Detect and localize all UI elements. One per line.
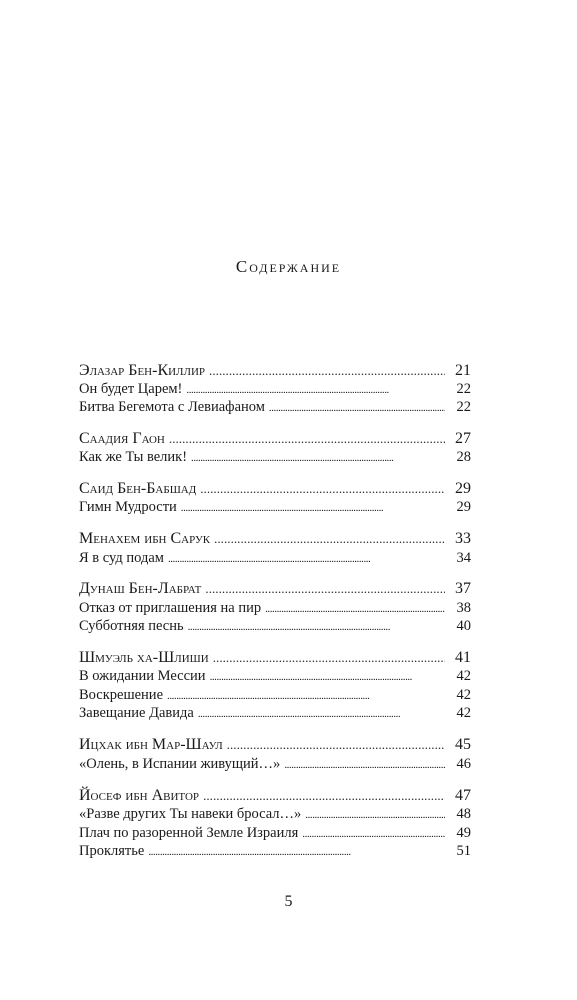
toc-author-entry: [79, 649, 471, 667]
toc-entry-page: 27: [455, 430, 471, 447]
toc-entry-page: 40: [456, 618, 471, 634]
dot-leader: [209, 362, 445, 380]
toc-entry-page: 46: [456, 756, 471, 772]
toc-author-entry: [79, 362, 471, 380]
toc-entry-page: 38: [456, 600, 471, 616]
dot-leader: [284, 756, 445, 774]
toc-entry-title: Саадия Гаон: [79, 430, 165, 447]
toc-entry-title: Как же Ты велик!: [79, 449, 188, 465]
dot-leader: [227, 736, 445, 754]
toc-poem-entry: [79, 617, 471, 635]
toc-entry-page: 41: [455, 649, 471, 666]
toc-entry-page: 48: [456, 806, 471, 822]
toc-entry-title: Элазар Бен-Киллир: [79, 362, 206, 379]
toc-entry-title: «Разве других Ты навеки бросал…»: [79, 806, 302, 822]
toc-poem-entry: [79, 599, 471, 617]
dot-leader: [169, 430, 445, 448]
toc-author-entry: [79, 580, 471, 598]
toc-entry-title: Отказ от приглашения на пир: [79, 600, 262, 616]
toc-poem-entry: [79, 549, 471, 567]
toc-entry-page: 42: [456, 668, 471, 684]
toc-entry-page: 45: [455, 736, 471, 753]
dot-leader: [302, 825, 445, 843]
dot-leader: [210, 668, 445, 686]
toc-entry-title: Гимн Мудрости: [79, 499, 177, 515]
toc-entry-title: Субботняя песнь: [79, 618, 184, 634]
dot-leader: [269, 399, 445, 417]
toc-author-entry: [79, 430, 471, 448]
toc-entry-title: Йосеф ибн Авитор: [79, 787, 200, 804]
dot-leader: [214, 530, 445, 548]
toc-author-entry: [79, 530, 471, 548]
dot-leader: [148, 843, 445, 861]
dot-leader: [265, 600, 445, 618]
dot-leader: [213, 649, 445, 667]
toc-entry-page: 51: [456, 843, 471, 859]
toc-author-entry: [79, 480, 471, 498]
toc-author-entry: [79, 787, 471, 805]
dot-leader: [188, 618, 445, 636]
toc-poem-entry: [79, 498, 471, 516]
toc-entry-title: Плач по разоренной Земле Израиля: [79, 825, 299, 841]
toc-entry-title: Ицхак ибн Мар-Шаул: [79, 736, 223, 753]
toc-poem-entry: [79, 755, 471, 773]
toc-entry-title: Проклятье: [79, 843, 145, 859]
dot-leader: [203, 787, 445, 805]
toc-poem-entry: [79, 704, 471, 722]
toc-entry-page: 28: [456, 449, 471, 465]
toc-entry-page: 21: [455, 362, 471, 379]
toc-author-entry: [79, 736, 471, 754]
dot-leader: [167, 687, 445, 705]
toc-entry-page: 37: [455, 580, 471, 597]
toc-poem-entry: [79, 824, 471, 842]
toc-entry-title: В ожидании Мессии: [79, 668, 206, 684]
toc-poem-entry: [79, 380, 471, 398]
dot-leader: [205, 580, 445, 598]
toc-poem-entry: [79, 842, 471, 860]
page-number: 5: [284, 893, 293, 910]
toc-entry-title: Шмуэль ха-Шлиши: [79, 649, 209, 666]
toc-entry-page: 34: [456, 550, 471, 566]
dot-leader: [200, 480, 445, 498]
toc-entry-title: Саид Бен-Бабшад: [79, 480, 197, 497]
toc-entry-title: «Олень, в Испании живущий…»: [79, 756, 281, 772]
toc-entry-page: 29: [456, 499, 471, 515]
toc-entry-page: 22: [456, 399, 471, 415]
toc-entry-page: 22: [456, 381, 471, 397]
dot-leader: [168, 550, 445, 568]
contents-heading: Содержание: [235, 257, 342, 276]
toc-entry-page: 29: [455, 480, 471, 497]
toc-entry-title: Дунаш Бен-Лабрат: [79, 580, 202, 597]
toc-entry-title: Битва Бегемота с Левиафаном: [79, 399, 265, 415]
toc-entry-page: 33: [455, 530, 471, 547]
toc-poem-entry: [79, 448, 471, 466]
toc-entry-title: Воскрешение: [79, 687, 164, 703]
toc-entry-title: Менахем ибн Сарук: [79, 530, 211, 547]
dot-leader: [181, 499, 445, 517]
toc-entry-page: 42: [456, 687, 471, 703]
toc-entry-page: 42: [456, 705, 471, 721]
toc-poem-entry: [79, 686, 471, 704]
toc-entry-title: Завещание Давида: [79, 705, 194, 721]
toc-entry-page: 47: [455, 787, 471, 804]
toc-entry-page: 49: [456, 825, 471, 841]
dot-leader: [186, 381, 445, 399]
toc-poem-entry: [79, 667, 471, 685]
toc-poem-entry: [79, 398, 471, 416]
toc-entry-title: Он будет Царем!: [79, 381, 183, 397]
dot-leader: [198, 705, 445, 723]
toc-poem-entry: [79, 805, 471, 823]
dot-leader: [305, 806, 445, 824]
toc-entry-title: Я в суд подам: [79, 550, 164, 566]
dot-leader: [191, 449, 445, 467]
